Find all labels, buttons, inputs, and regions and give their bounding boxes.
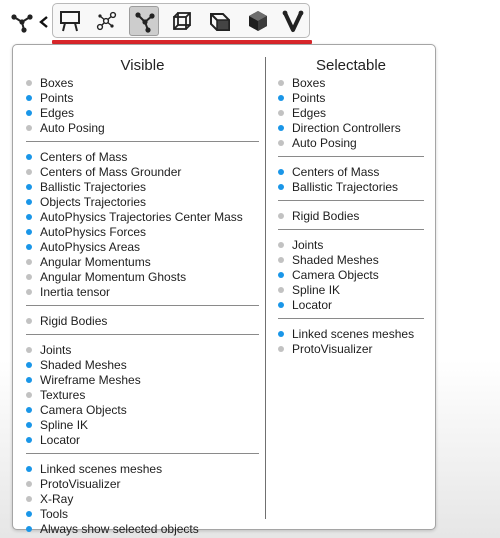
selectable-toggle-direction-controllers[interactable] <box>278 120 424 135</box>
toggle-state-dot-icon <box>278 346 284 352</box>
skeleton-node-icon[interactable] <box>8 8 36 36</box>
toggle-label: AutoPhysics Areas <box>40 239 141 254</box>
toggle-state-dot-icon <box>278 95 284 101</box>
visible-toggle-auto-posing[interactable] <box>26 120 259 135</box>
toggle-state-dot-icon <box>26 511 32 517</box>
toggle-state-dot-icon <box>26 392 32 398</box>
toggle-label: Tools <box>40 506 69 521</box>
toggle-label: Textures <box>40 387 86 402</box>
view-tool-group <box>52 3 310 38</box>
visible-toggle-objects-trajectories[interactable] <box>26 194 259 209</box>
selectable-toggle-locator[interactable] <box>278 297 424 312</box>
toggle-label: Direction Controllers <box>292 120 401 135</box>
toggle-label: Linked scenes meshes <box>40 461 163 476</box>
toggle-label: Boxes <box>292 75 326 90</box>
wireframe-cube-icon <box>170 9 194 33</box>
toggle-state-dot-icon <box>278 302 284 308</box>
section-divider <box>278 200 424 201</box>
toggle-state-dot-icon <box>26 526 32 532</box>
visible-toggle-spline-ik[interactable] <box>26 417 259 432</box>
visible-toggle-autophysics-trajectories-center-mass[interactable] <box>26 209 259 224</box>
toggle-label: X-Ray <box>40 491 74 506</box>
toggle-state-dot-icon <box>26 199 32 205</box>
visible-toggle-camera-objects[interactable] <box>26 402 259 417</box>
visible-toggle-always-show-selected-objects[interactable] <box>26 521 259 536</box>
toggle-state-dot-icon <box>26 274 32 280</box>
selectable-column <box>278 45 424 356</box>
toggle-state-dot-icon <box>278 169 284 175</box>
visible-toggle-edges[interactable] <box>26 105 259 120</box>
visible-toggle-tools[interactable] <box>26 506 259 521</box>
wireframe-button[interactable] <box>167 6 197 36</box>
toggle-label: Angular Momentum Ghosts <box>40 269 187 284</box>
toggle-label: Camera Objects <box>40 402 127 417</box>
toggle-state-dot-icon <box>26 169 32 175</box>
node-graph-button[interactable] <box>91 6 121 36</box>
toggle-label: Joints <box>292 237 324 252</box>
section-divider <box>26 453 259 454</box>
toggle-state-dot-icon <box>278 287 284 293</box>
selectable-toggle-shaded-meshes[interactable] <box>278 252 424 267</box>
toggle-label: Locator <box>292 297 333 312</box>
visible-toggle-shaded-meshes[interactable] <box>26 357 259 372</box>
toggle-label: Wireframe Meshes <box>40 372 141 387</box>
toggle-label: ProtoVisualizer <box>40 476 121 491</box>
visible-toggle-ballistic-trajectories[interactable] <box>26 179 259 194</box>
toggle-state-dot-icon <box>26 347 32 353</box>
v-node-button[interactable] <box>278 6 308 36</box>
visible-toggle-points[interactable] <box>26 90 259 105</box>
visible-toggle-protovisualizer[interactable] <box>26 476 259 491</box>
toggle-state-dot-icon <box>278 242 284 248</box>
toggle-state-dot-icon <box>278 110 284 116</box>
toggle-label: AutoPhysics Trajectories Center Mass <box>40 209 243 224</box>
toggle-label: Shaded Meshes <box>40 357 127 372</box>
toggle-state-dot-icon <box>26 318 32 324</box>
selectable-toggle-auto-posing[interactable] <box>278 135 424 150</box>
selectable-toggle-ballistic-trajectories[interactable] <box>278 179 424 194</box>
toggle-label: Boxes <box>40 75 74 90</box>
selectable-toggle-spline-ik[interactable] <box>278 282 424 297</box>
section-divider <box>278 229 424 230</box>
section-divider <box>278 318 424 319</box>
toggle-label: Points <box>40 90 74 105</box>
toggle-label: Edges <box>292 105 327 120</box>
toggle-label: Ballistic Trajectories <box>40 179 147 194</box>
toggle-label: Rigid Bodies <box>292 208 360 223</box>
toggle-label: Inertia tensor <box>40 284 111 299</box>
toggle-state-dot-icon <box>26 229 32 235</box>
display-options-panel <box>12 44 436 536</box>
visible-toggle-textures[interactable] <box>26 387 259 402</box>
visible-toggle-x-ray[interactable] <box>26 491 259 506</box>
selectable-toggle-linked-scenes-meshes[interactable] <box>278 326 424 341</box>
skeleton-button[interactable] <box>129 6 159 36</box>
solid-cube-icon <box>246 9 270 33</box>
toggle-state-dot-icon <box>26 289 32 295</box>
toggle-state-dot-icon <box>26 437 32 443</box>
visible-toggle-joints[interactable] <box>26 342 259 357</box>
toggle-label: Spline IK <box>40 417 89 432</box>
toggle-state-dot-icon <box>278 125 284 131</box>
column-divider <box>265 57 266 519</box>
toggle-state-dot-icon <box>26 466 32 472</box>
section-divider <box>26 305 259 306</box>
toggle-label: Shaded Meshes <box>292 252 379 267</box>
toggle-label: Auto Posing <box>40 120 105 135</box>
selectable-toggle-boxes[interactable] <box>278 75 424 90</box>
visible-title: Visible <box>120 57 165 74</box>
toggle-state-dot-icon <box>26 407 32 413</box>
toggle-state-dot-icon <box>278 80 284 86</box>
toggle-state-dot-icon <box>26 110 32 116</box>
toggle-state-dot-icon <box>26 80 32 86</box>
toggle-label: Locator <box>40 432 81 447</box>
toggle-state-dot-icon <box>26 377 32 383</box>
section-divider <box>26 334 259 335</box>
toggle-label: ProtoVisualizer <box>292 341 373 356</box>
skeleton-node-icon <box>133 10 157 34</box>
toolbar <box>0 0 500 45</box>
toggle-label: Rigid Bodies <box>40 313 108 328</box>
visible-toggle-autophysics-forces[interactable] <box>26 224 259 239</box>
toggle-state-dot-icon <box>278 272 284 278</box>
selectable-toggle-points[interactable] <box>278 90 424 105</box>
toggle-state-dot-icon <box>26 184 32 190</box>
toggle-state-dot-icon <box>26 362 32 368</box>
toggle-state-dot-icon <box>26 244 32 250</box>
toggle-state-dot-icon <box>278 184 284 190</box>
selectable-toggle-rigid-bodies[interactable] <box>278 208 424 223</box>
visible-toggle-angular-momentums[interactable] <box>26 254 259 269</box>
toggle-label: Centers of Mass <box>292 164 380 179</box>
section-divider <box>278 156 424 157</box>
toggle-label: Linked scenes meshes <box>292 326 415 341</box>
toggle-state-dot-icon <box>26 95 32 101</box>
toggle-label: Camera Objects <box>292 267 379 282</box>
toggle-label: Points <box>292 90 326 105</box>
selectable-toggle-centers-of-mass[interactable] <box>278 164 424 179</box>
selectable-toggle-edges[interactable] <box>278 105 424 120</box>
selectable-title: Selectable <box>315 57 387 74</box>
visible-toggle-linked-scenes-meshes[interactable] <box>26 461 259 476</box>
selectable-toggle-camera-objects[interactable] <box>278 267 424 282</box>
node-graph-icon <box>94 9 118 33</box>
visible-column <box>26 45 259 536</box>
visible-toggle-autophysics-areas[interactable] <box>26 239 259 254</box>
toggle-label: Joints <box>40 342 72 357</box>
toggle-label: Centers of Mass <box>40 149 128 164</box>
cube-frame-tool-icon <box>208 9 232 33</box>
toggle-state-dot-icon <box>26 125 32 131</box>
visible-toggle-inertia-tensor[interactable] <box>26 284 259 299</box>
visible-toggle-rigid-bodies[interactable] <box>26 313 259 328</box>
visible-toggle-angular-momentum-ghosts[interactable] <box>26 269 259 284</box>
selectable-toggle-joints[interactable] <box>278 237 424 252</box>
toggle-state-dot-icon <box>278 257 284 263</box>
visible-toggle-wireframe-meshes[interactable] <box>26 372 259 387</box>
chevron-left-icon[interactable] <box>37 8 51 36</box>
toggle-state-dot-icon <box>278 140 284 146</box>
toggle-label: Edges <box>40 105 75 120</box>
toggle-state-dot-icon <box>278 213 284 219</box>
toggle-state-dot-icon <box>26 154 32 160</box>
toggle-label: Ballistic Trajectories <box>292 179 399 194</box>
toggle-state-dot-icon <box>26 214 32 220</box>
whiteboard-easel-icon <box>58 9 82 33</box>
toggle-state-dot-icon <box>278 331 284 337</box>
visible-toggle-locator[interactable] <box>26 432 259 447</box>
toggle-state-dot-icon <box>26 496 32 502</box>
cube-frame-button[interactable] <box>205 6 235 36</box>
visible-toggle-centers-of-mass[interactable] <box>26 149 259 164</box>
visible-toggle-boxes[interactable] <box>26 75 259 90</box>
solid-cube-button[interactable] <box>243 6 273 36</box>
toggle-label: AutoPhysics Forces <box>40 224 147 239</box>
toggle-label: Spline IK <box>292 282 341 297</box>
section-divider <box>26 141 259 142</box>
toggle-state-dot-icon <box>26 481 32 487</box>
letter-v-node-icon <box>281 9 305 33</box>
selectable-toggle-protovisualizer[interactable] <box>278 341 424 356</box>
whiteboard-button[interactable] <box>55 6 85 36</box>
toggle-label: Centers of Mass Grounder <box>40 164 182 179</box>
visible-toggle-centers-of-mass-grounder[interactable] <box>26 164 259 179</box>
toggle-label: Auto Posing <box>292 135 357 150</box>
toggle-state-dot-icon <box>26 422 32 428</box>
toggle-label: Objects Trajectories <box>40 194 147 209</box>
toggle-label: Angular Momentums <box>40 254 151 269</box>
toggle-label: Always show selected objects <box>40 521 199 536</box>
toggle-state-dot-icon <box>26 259 32 265</box>
